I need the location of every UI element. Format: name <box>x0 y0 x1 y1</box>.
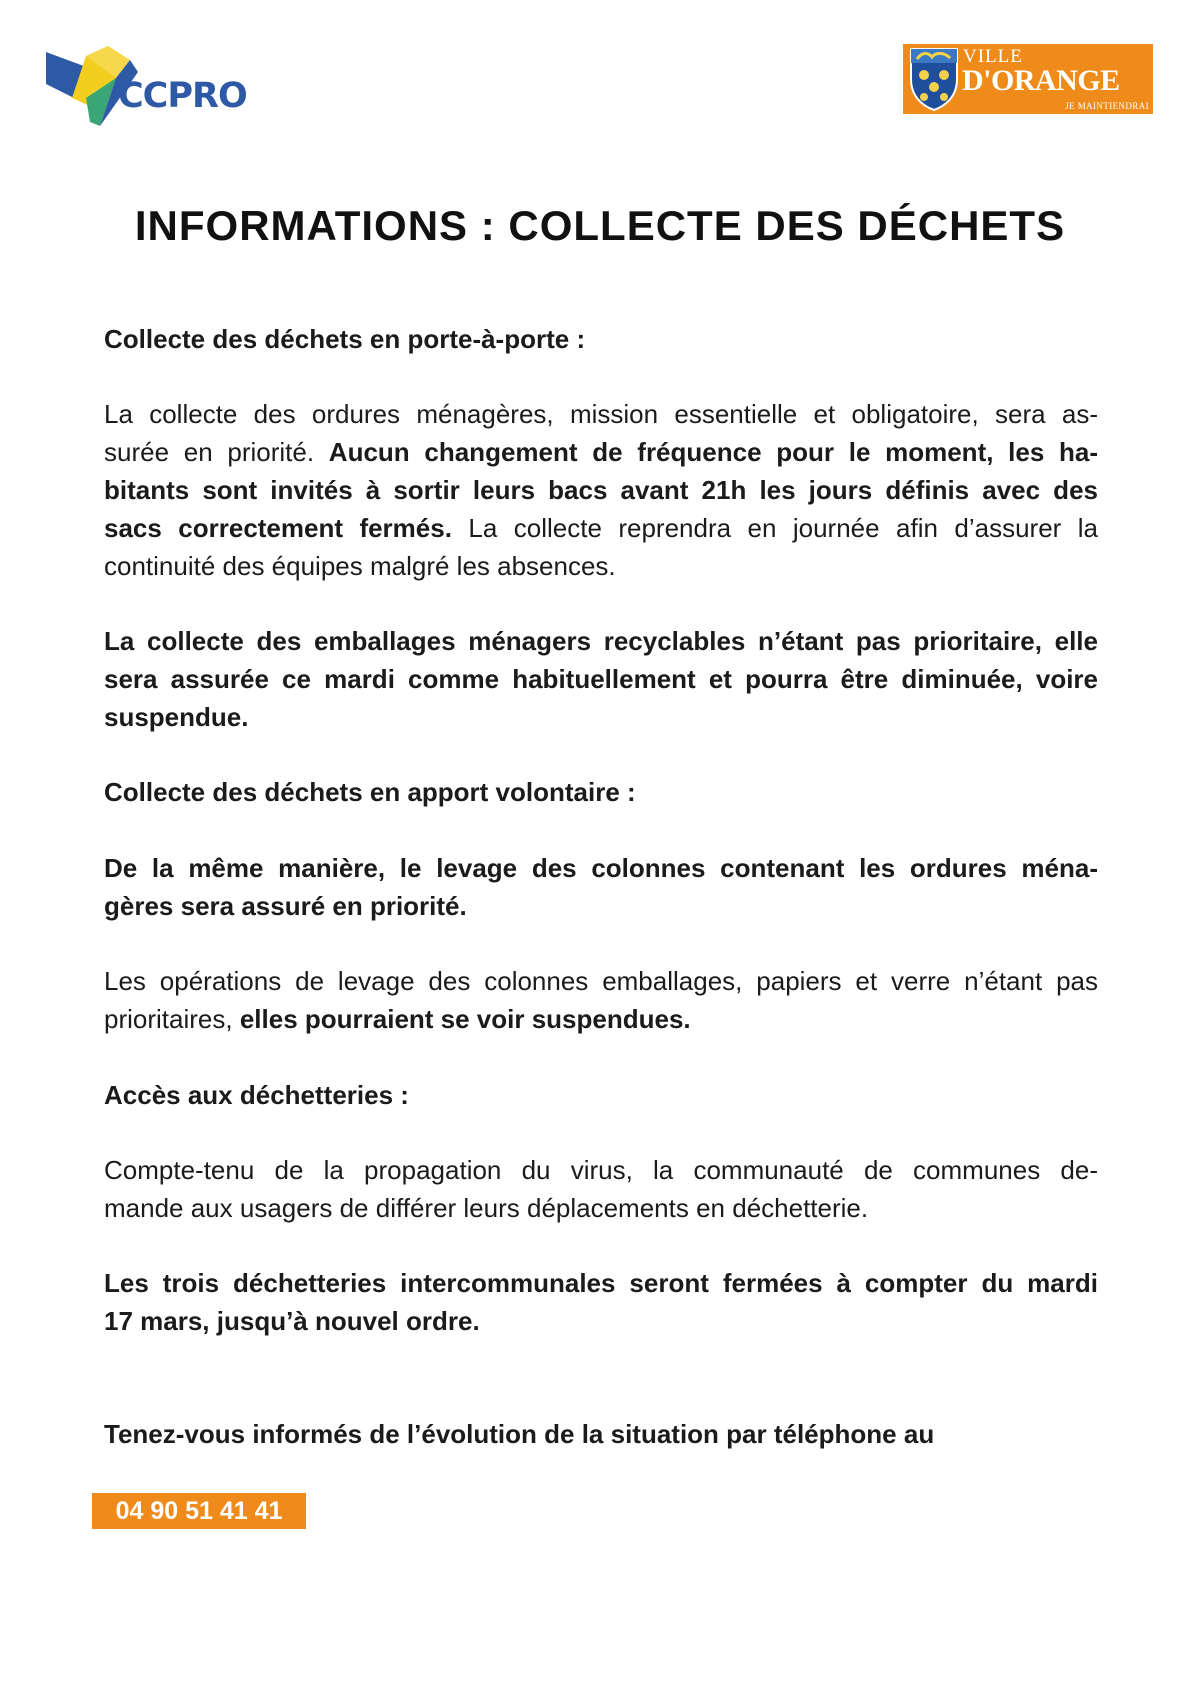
ccpro-logo-text: CCPRO <box>118 76 247 116</box>
text-line: La collecte des emballages ménagers recyclables n’étant pas prioritaire, elle <box>104 626 1098 656</box>
paragraph-emballages <box>104 622 1098 736</box>
text-line: Compte-tenu de la propagation du virus, la communauté de communes de- <box>104 1155 1098 1185</box>
paragraph-operations-levage <box>104 962 1098 1038</box>
text-line: bitants sont invités à sortir leurs bacs avant 21h les jours définis avec des <box>104 475 1098 505</box>
text-line: mande aux usagers de différer leurs déplacements en déchetterie. <box>104 1193 869 1223</box>
bold-span: elles pourraient se voir suspendues. <box>239 1004 691 1034</box>
text-line: De la même manière, le levage des colonnes contenant les ordures ména- <box>104 853 1098 883</box>
section-heading-decheteries: Accès aux déchetteries : <box>104 1080 409 1110</box>
bold-span: sacs correctement fermés. <box>104 513 452 543</box>
text-line: La collecte des ordures ménagères, mission essentielle et obligatoire, sera as- <box>104 399 1098 429</box>
text-span: surée en priorité. <box>104 437 315 467</box>
text-line <box>104 1000 1098 1038</box>
text-line <box>104 433 1098 471</box>
dorange-text: D'ORANGE <box>962 64 1120 97</box>
text-line: gères sera assuré en priorité. <box>104 891 467 921</box>
text-line: suspendue. <box>104 702 249 732</box>
text-line: continuité des équipes malgré les absences. <box>104 551 616 581</box>
section-heading-apport-volontaire: Collecte des déchets en apport volontaire : <box>104 777 636 807</box>
section-heading-porte-a-porte: Collecte des déchets en porte-à-porte : <box>104 324 586 354</box>
text-line: Les opérations de levage des colonnes emballages, papiers et verre n’étant pas <box>104 966 1098 996</box>
text-span: prioritaires, <box>104 1004 233 1034</box>
motto-text: JE MAINTIENDRAI <box>1065 101 1149 111</box>
page-title: INFORMATIONS : COLLECTE DES DÉCHETS <box>134 202 1066 249</box>
text-line: Les trois déchetteries intercommunales seront fermées à compter du mardi <box>104 1268 1098 1298</box>
text-line <box>104 509 1098 547</box>
bold-span: Aucun changement de fréquence pour le moment, les ha- <box>328 437 1098 467</box>
ville-orange-logo <box>903 44 1153 114</box>
text-span: La collecte reprendra en journée afin d’assurer la <box>468 513 1098 543</box>
ville-text: VILLE <box>963 46 1023 67</box>
paragraph-fermeture-decheteries <box>104 1264 1098 1340</box>
ccpro-logo <box>46 42 247 128</box>
paragraph-propagation-virus <box>104 1151 1098 1227</box>
coat-of-arms-icon <box>908 47 960 111</box>
paragraph-ordures-menageres <box>104 395 1098 585</box>
phone-number-badge: 04 90 51 41 41 <box>92 1493 306 1529</box>
paragraph-levage-colonnes <box>104 849 1098 925</box>
contact-line: Tenez-vous informés de l’évolution de la situation par téléphone au <box>104 1419 935 1449</box>
text-line: sera assurée ce mardi comme habituellement et pourra être diminuée, voire <box>104 664 1098 694</box>
text-line: 17 mars, jusqu’à nouvel ordre. <box>104 1306 480 1336</box>
